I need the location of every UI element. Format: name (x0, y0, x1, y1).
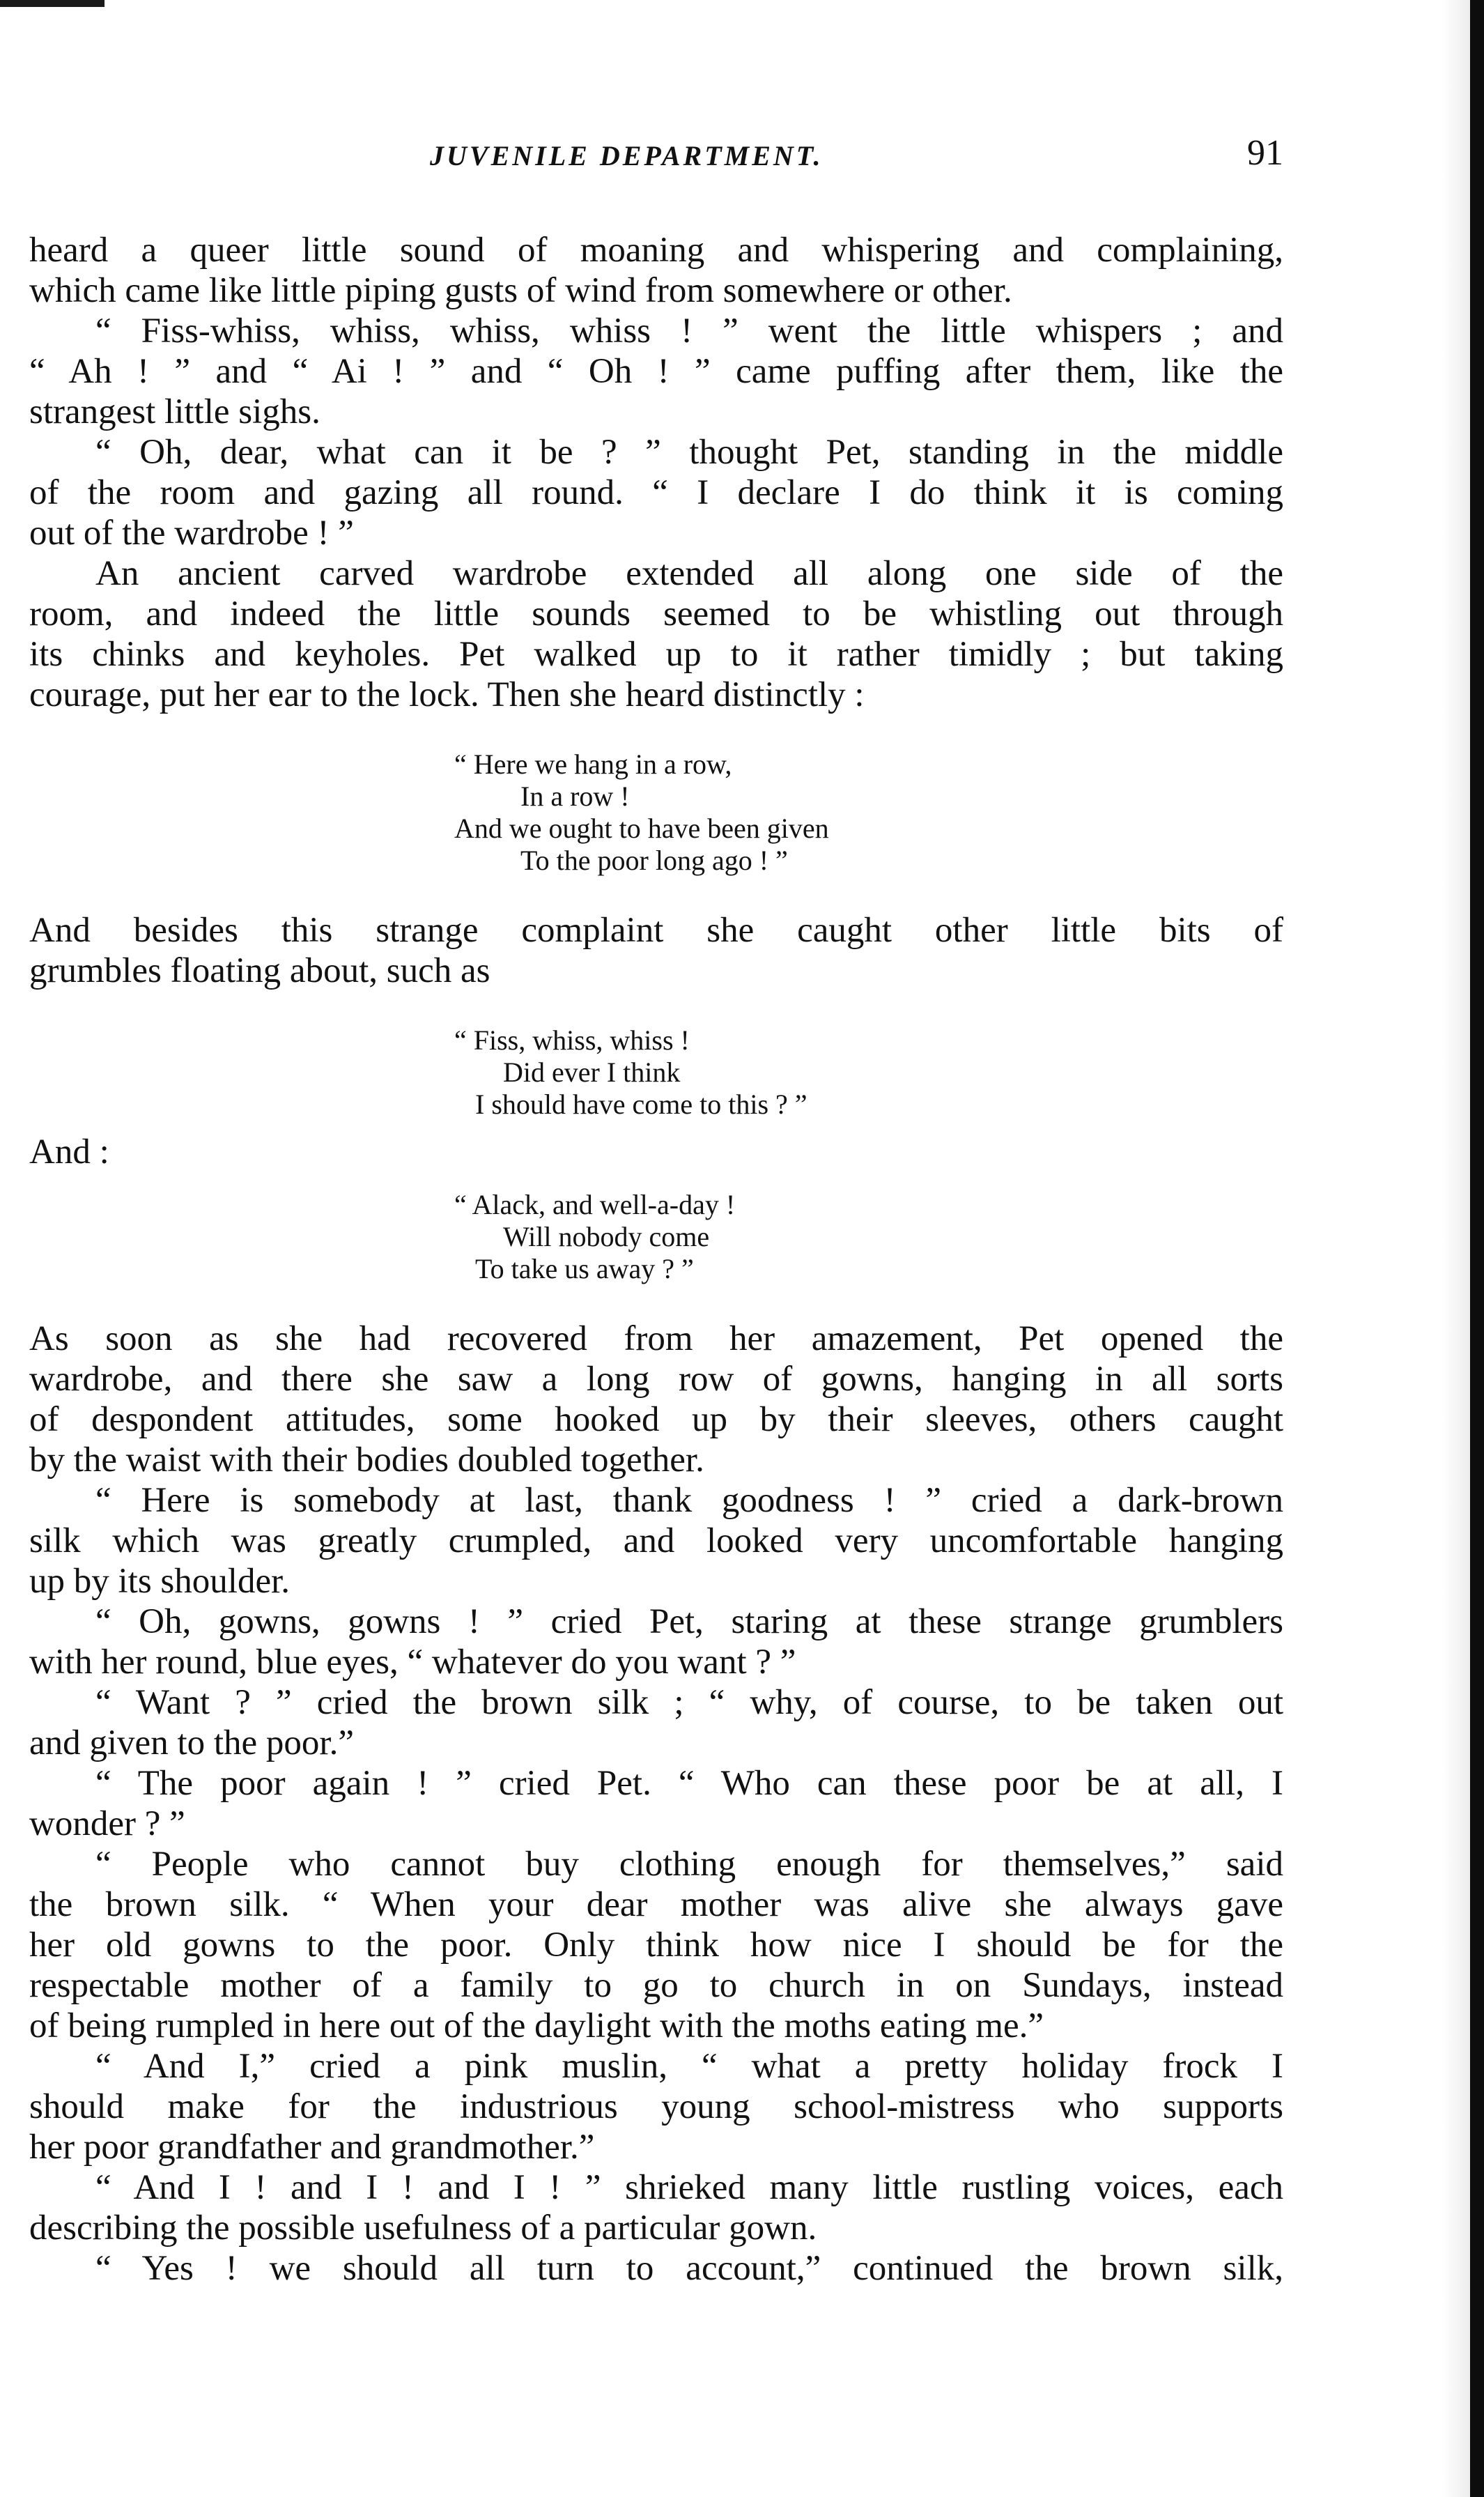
paragraph (29, 2248, 1283, 2289)
text-line: by the waist with their bodies doubled together. (29, 1440, 704, 1480)
paragraph (29, 1844, 1283, 2046)
text-line: with her round, blue eyes, “ whatever do you want ? ” (29, 1643, 796, 1682)
verse-line: Will nobody come (503, 1221, 710, 1252)
text-line: “ The poor again ! ” cried Pet. “ Who can these poor be at all, I (95, 1764, 1283, 1803)
text-line: courage, put her ear to the lock. Then she heard distinctly : (29, 675, 865, 714)
paragraph (29, 432, 1283, 553)
text-line: “ Here is somebody at last, thank goodness ! ” cried a dark-brown (95, 1481, 1283, 1520)
text-line: respectable mother of a family to go to church in on Sundays, instead (29, 1966, 1283, 2005)
text-line: And besides this strange complaint she caught other little bits of (29, 911, 1283, 950)
paragraph (29, 2167, 1283, 2248)
paragraph (29, 311, 1283, 432)
text-line: strangest little sighs. (29, 392, 320, 431)
paragraph (29, 553, 1283, 715)
text-line: and given to the poor.” (29, 1723, 354, 1762)
page-number: 91 (1247, 133, 1283, 173)
paragraph (29, 1601, 1283, 1682)
text-line: room, and indeed the little sounds seemed to be whistling out through (29, 594, 1283, 633)
paragraph (29, 230, 1283, 311)
verse-line: “ Alack, and well-a-day ! (454, 1189, 736, 1220)
text-line: grumbles floating about, such as (29, 951, 490, 990)
verse-line: To take us away ? ” (475, 1253, 694, 1284)
paragraph (29, 1682, 1283, 1763)
text-line: silk which was greatly crumpled, and looked very uncomfortable hanging (29, 1521, 1283, 1560)
text-line: “ Ah ! ” and “ Ai ! ” and “ Oh ! ” came puffing after them, like the (29, 352, 1283, 391)
text-line: “ And I ! and I ! and I ! ” shrieked many little rustling voices, each (95, 2168, 1283, 2207)
text-line: “ And I,” cried a pink muslin, “ what a pretty holiday frock I (95, 2047, 1283, 2086)
text-line: wonder ? ” (29, 1804, 185, 1843)
verse-line: I should have come to this ? ” (475, 1089, 807, 1120)
verse-line: And we ought to have been given (454, 813, 829, 844)
text-line: of being rumpled in here out of the daylight with the moths eating me.” (29, 2006, 1044, 2045)
text-line: out of the wardrobe ! ” (29, 514, 354, 553)
text-line: “ People who cannot buy clothing enough for themselves,” said (95, 1845, 1283, 1884)
verse-line: “ Here we hang in a row, (454, 748, 732, 780)
paragraph (29, 2046, 1283, 2167)
text-line: “ Want ? ” cried the brown silk ; “ why, of course, to be taken out (95, 1683, 1283, 1722)
text-line: up by its shoulder. (29, 1562, 291, 1601)
text-line: describing the possible usefulness of a particular gown. (29, 2208, 817, 2248)
text-line: of the room and gazing all round. “ I declare I do think it is coming (29, 473, 1283, 512)
paragraph (29, 910, 1283, 991)
paragraph (29, 1480, 1283, 1601)
text-line: its chinks and keyholes. Pet walked up to it rather timidly ; but taking (29, 635, 1283, 674)
text-line: the brown silk. “ When your dear mother was alive she always gave (29, 1885, 1283, 1924)
paragraph (29, 1319, 1283, 1480)
running-head: JUVENILE DEPARTMENT. (430, 140, 824, 171)
text-line: heard a queer little sound of moaning and whispering and complaining, (29, 231, 1283, 270)
verse-line: “ Fiss, whiss, whiss ! (454, 1024, 690, 1056)
verse-block (454, 748, 1283, 877)
body-text (29, 230, 1283, 2289)
verse-block (454, 1024, 1283, 1121)
text-line: As soon as she had recovered from her amazement, Pet opened the (29, 1319, 1283, 1358)
verse-block (454, 1189, 1283, 1285)
text-line: “ Oh, gowns, gowns ! ” cried Pet, staring at these strange grumblers (95, 1602, 1283, 1641)
text-line: “ Oh, dear, what can it be ? ” thought Pet, standing in the middle (95, 433, 1283, 472)
text-line: of despondent attitudes, some hooked up by their sleeves, others caught (29, 1400, 1283, 1439)
text-line: her poor grandfather and grandmother.” (29, 2128, 595, 2167)
text-line: An ancient carved wardrobe extended all along one side of the (95, 554, 1283, 593)
text-line: which came like little piping gusts of wind from somewhere or other. (29, 271, 1012, 310)
verse-line: Did ever I think (503, 1057, 681, 1088)
paragraph (29, 1763, 1283, 1844)
top-rule (0, 0, 105, 7)
text-line: her old gowns to the poor. Only think how nice I should be for the (29, 1926, 1283, 1965)
verse-line: To the poor long ago ! ” (520, 845, 788, 876)
page-edge-shadow (1442, 0, 1470, 2497)
page-header (29, 132, 1283, 181)
text-line: wardrobe, and there she saw a long row of gowns, hanging in all sorts (29, 1360, 1283, 1399)
verse-line: In a row ! (520, 781, 630, 812)
page-edge (1470, 0, 1484, 2497)
and-label: And : (29, 1132, 109, 1171)
text-line: “ Fiss-whiss, whiss, whiss, whiss ! ” went the little whispers ; and (95, 312, 1283, 351)
text-line: “ Yes ! we should all turn to account,” continued the brown silk, (95, 2249, 1283, 2288)
text-line: should make for the industrious young school-mistress who supports (29, 2087, 1283, 2126)
